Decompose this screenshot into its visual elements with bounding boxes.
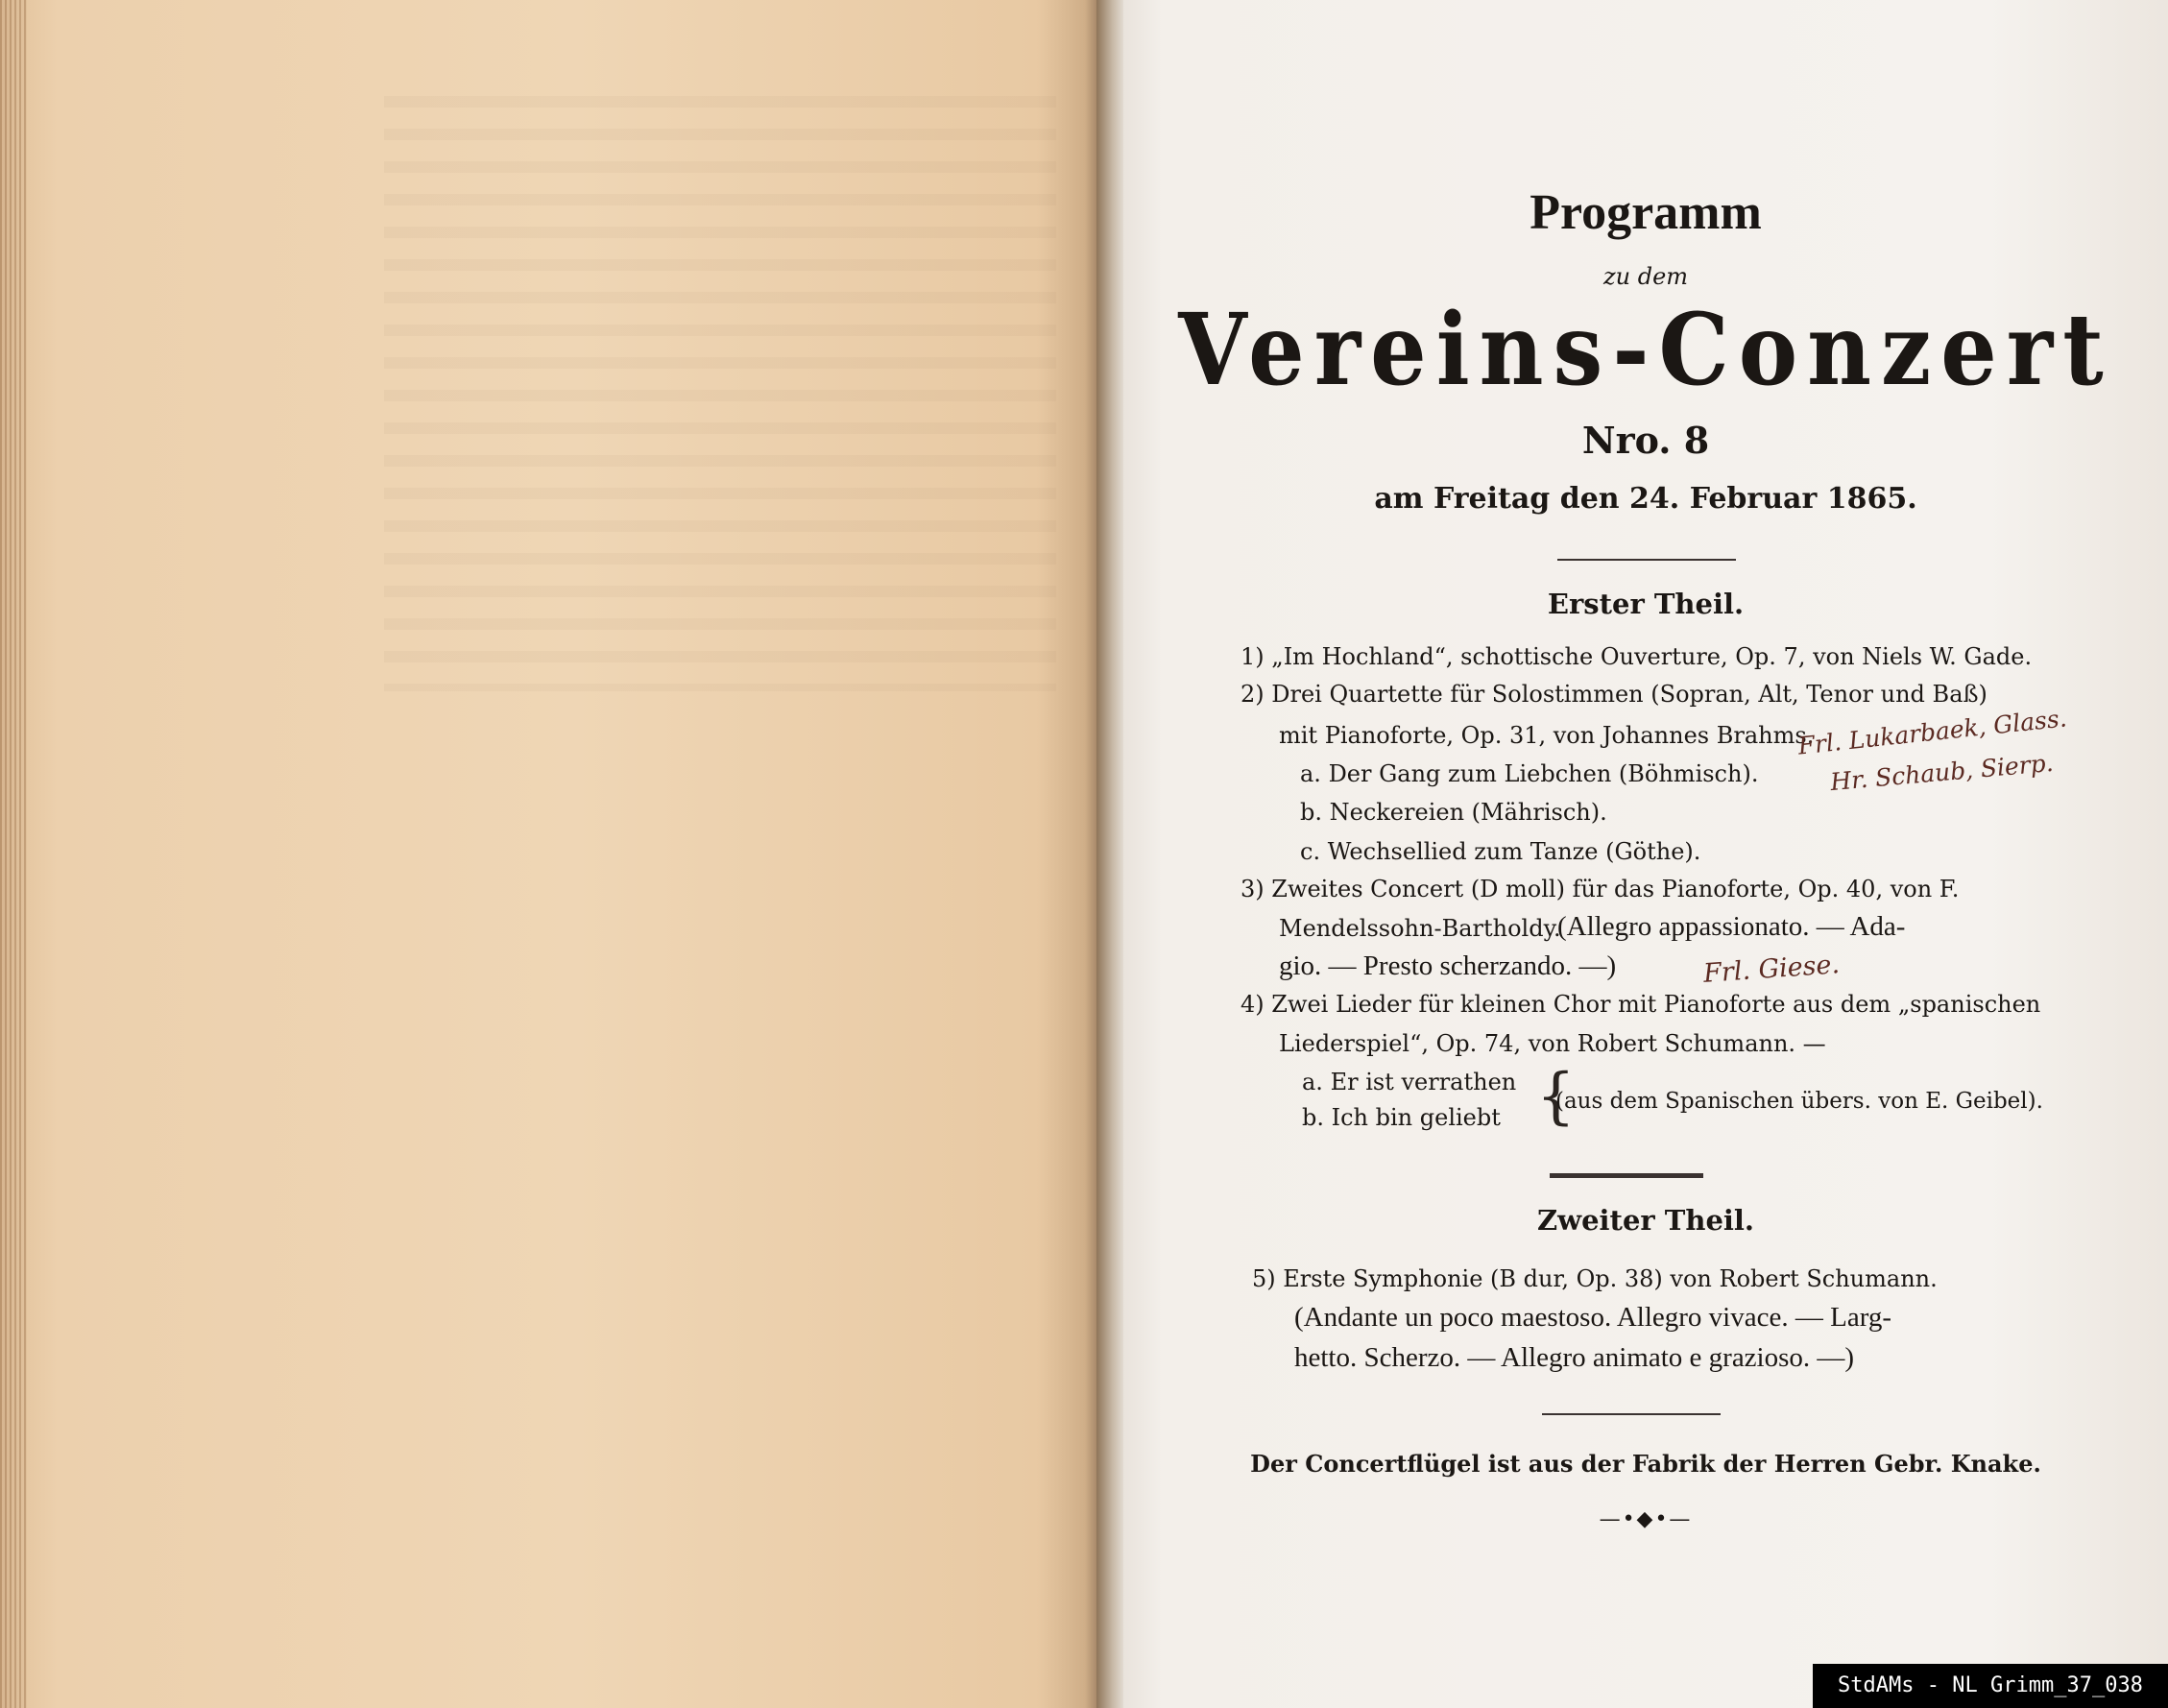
program-item-1: 1) „Im Hochland“, schottische Ouverture, Op. 7, von Niels W. Gade. xyxy=(1241,643,2033,670)
page-edge xyxy=(0,0,27,1708)
part-two-heading: Zweiter Theil. xyxy=(1536,1204,1755,1237)
handwritten-note: Frl. Giese. xyxy=(1702,950,1841,989)
program-item-4-note: (aus dem Spanischen übers. von E. Geibel). xyxy=(1555,1089,2043,1114)
program-item-4a: a. Er ist verrathen xyxy=(1302,1069,1517,1095)
program-item-4-cont: Liederspiel“, Op. 74, von Robert Schumann. — xyxy=(1279,1030,1826,1057)
program-item-5-tempo: (Andante un poco maestoso. Allegro vivace. — Larg- xyxy=(1294,1302,1891,1333)
program-item-2: 2) Drei Quartette für Solostimmen (Sopran, Alt, Tenor und Baß) xyxy=(1241,681,1987,708)
footer-note: Der Concertflügel ist aus der Fabrik der Herren Gebr. Knake. xyxy=(1250,1450,2041,1478)
program-item-4: 4) Zwei Lieder für kleinen Chor mit Pianoforte aus dem „spanischen xyxy=(1241,991,2041,1018)
program-item-5-cont: hetto. Scherzo. — Allegro animato e grazioso. —) xyxy=(1294,1342,1855,1373)
program-item-5: 5) Erste Symphonie (B dur, Op. 38) von Robert Schumann. xyxy=(1252,1265,1938,1292)
program-item-2-cont: mit Pianoforte, Op. 31, von Johannes Brahms. xyxy=(1279,722,1815,749)
book-spine xyxy=(1096,0,1123,1708)
program-subtitle: zu dem xyxy=(1602,263,1689,290)
program-sheet xyxy=(1123,0,2168,1708)
handwritten-note: Frl. Lukarbaek, Glass. xyxy=(1796,704,2068,760)
concert-name: Vereins-Conzert xyxy=(1178,291,2113,408)
program-item-3: 3) Zweites Concert (D moll) für das Pianoforte, Op. 40, von F. xyxy=(1241,876,1960,902)
program-item-3-cont: gio. — Presto scherzando. —) xyxy=(1279,950,1617,981)
divider xyxy=(1557,559,1736,561)
divider xyxy=(1542,1413,1721,1415)
program-item-2c: c. Wechsellied zum Tanze (Göthe). xyxy=(1300,838,1701,865)
program-item-4b: b. Ich bin geliebt xyxy=(1302,1104,1501,1131)
ornament: —•◆•— xyxy=(1599,1507,1693,1531)
program-item-3-tempo: (Allegro appassionato. — Ada- xyxy=(1557,911,1906,942)
handwritten-note: Hr. Schaub, Sierp. xyxy=(1829,748,2055,797)
brace: { xyxy=(1536,1061,1576,1132)
concert-number: Nro. 8 xyxy=(1581,419,1710,462)
concert-date: am Freitag den 24. Februar 1865. xyxy=(1374,482,1917,516)
archive-label: StdAMs - NL Grimm_37_038 xyxy=(1813,1664,2168,1708)
program-item-3-composer: Mendelssohn-Bartholdy. xyxy=(1279,915,1561,942)
right-page xyxy=(1123,0,2168,1708)
part-one-heading: Erster Theil. xyxy=(1547,588,1745,620)
program-item-2b: b. Neckereien (Mährisch). xyxy=(1300,799,1607,826)
program-item-2a: a. Der Gang zum Liebchen (Böhmisch). xyxy=(1300,760,1759,787)
show-through-text xyxy=(384,96,1056,691)
divider-thick xyxy=(1550,1173,1703,1178)
program-title: Programm xyxy=(1530,185,1762,240)
